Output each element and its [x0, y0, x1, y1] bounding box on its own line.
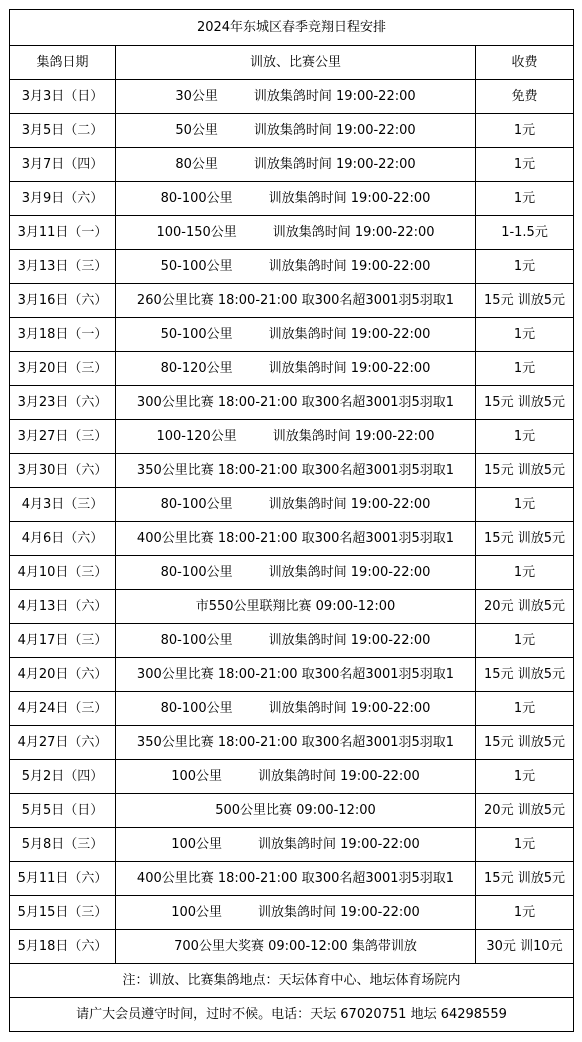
row-training-detail — [116, 148, 476, 182]
row-race-detail: 300公里比赛 18:00-21:00 取300名超3001羽5羽取1 — [116, 658, 476, 692]
row-fee: 1元 — [476, 318, 574, 352]
row-training-detail — [116, 624, 476, 658]
table-row — [10, 658, 574, 692]
row-date: 4月27日（六） — [10, 726, 116, 760]
table-row — [10, 488, 574, 522]
row-distance: 100公里 — [171, 769, 223, 784]
header-detail: 训放、比赛公里 — [116, 46, 476, 80]
title-row — [10, 10, 574, 46]
row-distance: 100-150公里 — [156, 225, 237, 240]
row-date: 5月2日（四） — [10, 760, 116, 794]
table-row — [10, 760, 574, 794]
row-date: 4月10日（三） — [10, 556, 116, 590]
row-race-detail: 400公里比赛 18:00-21:00 取300名超3001羽5羽取1 — [116, 862, 476, 896]
row-distance: 80-100公里 — [160, 191, 233, 206]
row-date: 3月20日（三） — [10, 352, 116, 386]
row-fee: 1元 — [476, 148, 574, 182]
row-training-detail — [116, 250, 476, 284]
row-training-detail — [116, 318, 476, 352]
row-date: 5月8日（三） — [10, 828, 116, 862]
row-fee: 15元 训放5元 — [476, 386, 574, 420]
row-collection-time: 训放集鸽时间 19:00-22:00 — [253, 89, 416, 104]
row-collection-time: 训放集鸽时间 19:00-22:00 — [268, 191, 431, 206]
table-row — [10, 794, 574, 828]
venue-note: 注：训放、比赛集鸽地点：天坛体育中心、地坛体育场院内 — [10, 964, 574, 998]
header-row — [10, 46, 574, 80]
row-distance: 100-120公里 — [156, 429, 237, 444]
row-training-detail — [116, 352, 476, 386]
row-fee: 15元 训放5元 — [476, 284, 574, 318]
row-fee: 20元 训放5元 — [476, 590, 574, 624]
row-date: 5月11日（六） — [10, 862, 116, 896]
row-race-detail: 市550公里联翔比赛 09:00-12:00 — [116, 590, 476, 624]
row-collection-time: 训放集鸽时间 19:00-22:00 — [268, 633, 431, 648]
row-fee: 免费 — [476, 80, 574, 114]
row-distance: 50-100公里 — [160, 259, 233, 274]
row-fee: 1元 — [476, 250, 574, 284]
row-race-detail: 300公里比赛 18:00-21:00 取300名超3001羽5羽取1 — [116, 386, 476, 420]
row-training-detail — [116, 556, 476, 590]
row-race-detail: 350公里比赛 18:00-21:00 取300名超3001羽5羽取1 — [116, 454, 476, 488]
table-row — [10, 420, 574, 454]
row-date: 3月30日（六） — [10, 454, 116, 488]
row-distance: 50公里 — [175, 123, 218, 138]
row-date: 5月5日（日） — [10, 794, 116, 828]
row-collection-time: 训放集鸽时间 19:00-22:00 — [253, 157, 416, 172]
table-row — [10, 590, 574, 624]
row-date: 4月17日（三） — [10, 624, 116, 658]
row-date: 4月24日（三） — [10, 692, 116, 726]
row-fee: 30元 训10元 — [476, 930, 574, 964]
row-distance: 80-100公里 — [160, 497, 233, 512]
header-fee: 收费 — [476, 46, 574, 80]
schedule-table — [9, 9, 574, 1032]
row-fee: 1-1.5元 — [476, 216, 574, 250]
table-row — [10, 352, 574, 386]
row-fee: 15元 训放5元 — [476, 862, 574, 896]
row-date: 3月18日（一） — [10, 318, 116, 352]
table-row — [10, 522, 574, 556]
table-row — [10, 216, 574, 250]
row-fee: 15元 训放5元 — [476, 726, 574, 760]
table-row — [10, 828, 574, 862]
row-race-detail: 400公里比赛 18:00-21:00 取300名超3001羽5羽取1 — [116, 522, 476, 556]
row-fee: 15元 训放5元 — [476, 522, 574, 556]
table-row — [10, 896, 574, 930]
table-row — [10, 318, 574, 352]
row-fee: 1元 — [476, 488, 574, 522]
row-date: 5月15日（三） — [10, 896, 116, 930]
row-date: 3月11日（一） — [10, 216, 116, 250]
row-distance: 80公里 — [175, 157, 218, 172]
row-date: 4月13日（六） — [10, 590, 116, 624]
row-race-detail: 500公里比赛 09:00-12:00 — [116, 794, 476, 828]
row-distance: 100公里 — [171, 837, 223, 852]
row-fee: 1元 — [476, 114, 574, 148]
row-fee: 1元 — [476, 420, 574, 454]
table-row — [10, 114, 574, 148]
row-fee: 15元 训放5元 — [476, 454, 574, 488]
row-collection-time: 训放集鸽时间 19:00-22:00 — [258, 837, 420, 852]
row-fee: 1元 — [476, 692, 574, 726]
row-date: 5月18日（六） — [10, 930, 116, 964]
table-row — [10, 726, 574, 760]
row-distance: 80-100公里 — [160, 565, 233, 580]
table-row — [10, 930, 574, 964]
row-training-detail — [116, 420, 476, 454]
schedule-title: 2024年东城区春季竞翔日程安排 — [10, 10, 574, 46]
row-collection-time: 训放集鸽时间 19:00-22:00 — [258, 769, 420, 784]
row-training-detail — [116, 80, 476, 114]
row-collection-time: 训放集鸽时间 19:00-22:00 — [268, 259, 431, 274]
table-row — [10, 556, 574, 590]
row-date: 3月3日（日） — [10, 80, 116, 114]
row-fee: 1元 — [476, 182, 574, 216]
row-distance: 50-100公里 — [160, 327, 233, 342]
row-collection-time: 训放集鸽时间 19:00-22:00 — [272, 225, 435, 240]
row-race-detail: 350公里比赛 18:00-21:00 取300名超3001羽5羽取1 — [116, 726, 476, 760]
row-distance: 30公里 — [175, 89, 218, 104]
row-training-detail — [116, 692, 476, 726]
table-row — [10, 624, 574, 658]
table-row — [10, 454, 574, 488]
contact-footer: 请广大会员遵守时间，过时不候。电话：天坛 67020751 地坛 64298559 — [10, 998, 574, 1032]
row-training-detail — [116, 760, 476, 794]
row-fee: 1元 — [476, 896, 574, 930]
row-date: 3月7日（四） — [10, 148, 116, 182]
row-fee: 15元 训放5元 — [476, 658, 574, 692]
table-row — [10, 862, 574, 896]
row-training-detail — [116, 114, 476, 148]
table-row — [10, 148, 574, 182]
table-row — [10, 80, 574, 114]
table-row — [10, 284, 574, 318]
row-collection-time: 训放集鸽时间 19:00-22:00 — [268, 327, 431, 342]
row-fee: 1元 — [476, 352, 574, 386]
row-training-detail — [116, 828, 476, 862]
row-distance: 80-100公里 — [160, 701, 233, 716]
row-collection-time: 训放集鸽时间 19:00-22:00 — [268, 565, 431, 580]
row-collection-time: 训放集鸽时间 19:00-22:00 — [268, 497, 431, 512]
row-date: 3月9日（六） — [10, 182, 116, 216]
row-fee: 1元 — [476, 624, 574, 658]
note-row — [10, 964, 574, 998]
row-collection-time: 训放集鸽时间 19:00-22:00 — [268, 701, 431, 716]
row-training-detail — [116, 488, 476, 522]
row-date: 4月20日（六） — [10, 658, 116, 692]
table-row — [10, 386, 574, 420]
row-date: 3月23日（六） — [10, 386, 116, 420]
footer-row — [10, 998, 574, 1032]
row-date: 3月27日（三） — [10, 420, 116, 454]
row-date: 4月6日（六） — [10, 522, 116, 556]
row-fee: 1元 — [476, 828, 574, 862]
row-date: 3月5日（二） — [10, 114, 116, 148]
row-collection-time: 训放集鸽时间 19:00-22:00 — [268, 361, 431, 376]
schedule-document — [9, 9, 573, 1032]
row-distance: 80-120公里 — [160, 361, 233, 376]
row-collection-time: 训放集鸽时间 19:00-22:00 — [258, 905, 420, 920]
header-date: 集鸽日期 — [10, 46, 116, 80]
row-training-detail — [116, 182, 476, 216]
table-row — [10, 692, 574, 726]
row-date: 3月13日（三） — [10, 250, 116, 284]
row-date: 3月16日（六） — [10, 284, 116, 318]
row-training-detail — [116, 896, 476, 930]
row-fee: 20元 训放5元 — [476, 794, 574, 828]
row-collection-time: 训放集鸽时间 19:00-22:00 — [272, 429, 435, 444]
row-race-detail: 700公里大奖赛 09:00-12:00 集鸽带训放 — [116, 930, 476, 964]
row-collection-time: 训放集鸽时间 19:00-22:00 — [253, 123, 416, 138]
row-distance: 100公里 — [171, 905, 223, 920]
row-race-detail: 260公里比赛 18:00-21:00 取300名超3001羽5羽取1 — [116, 284, 476, 318]
row-distance: 80-100公里 — [160, 633, 233, 648]
row-fee: 1元 — [476, 760, 574, 794]
row-training-detail — [116, 216, 476, 250]
table-row — [10, 250, 574, 284]
row-fee: 1元 — [476, 556, 574, 590]
table-row — [10, 182, 574, 216]
row-date: 4月3日（三） — [10, 488, 116, 522]
